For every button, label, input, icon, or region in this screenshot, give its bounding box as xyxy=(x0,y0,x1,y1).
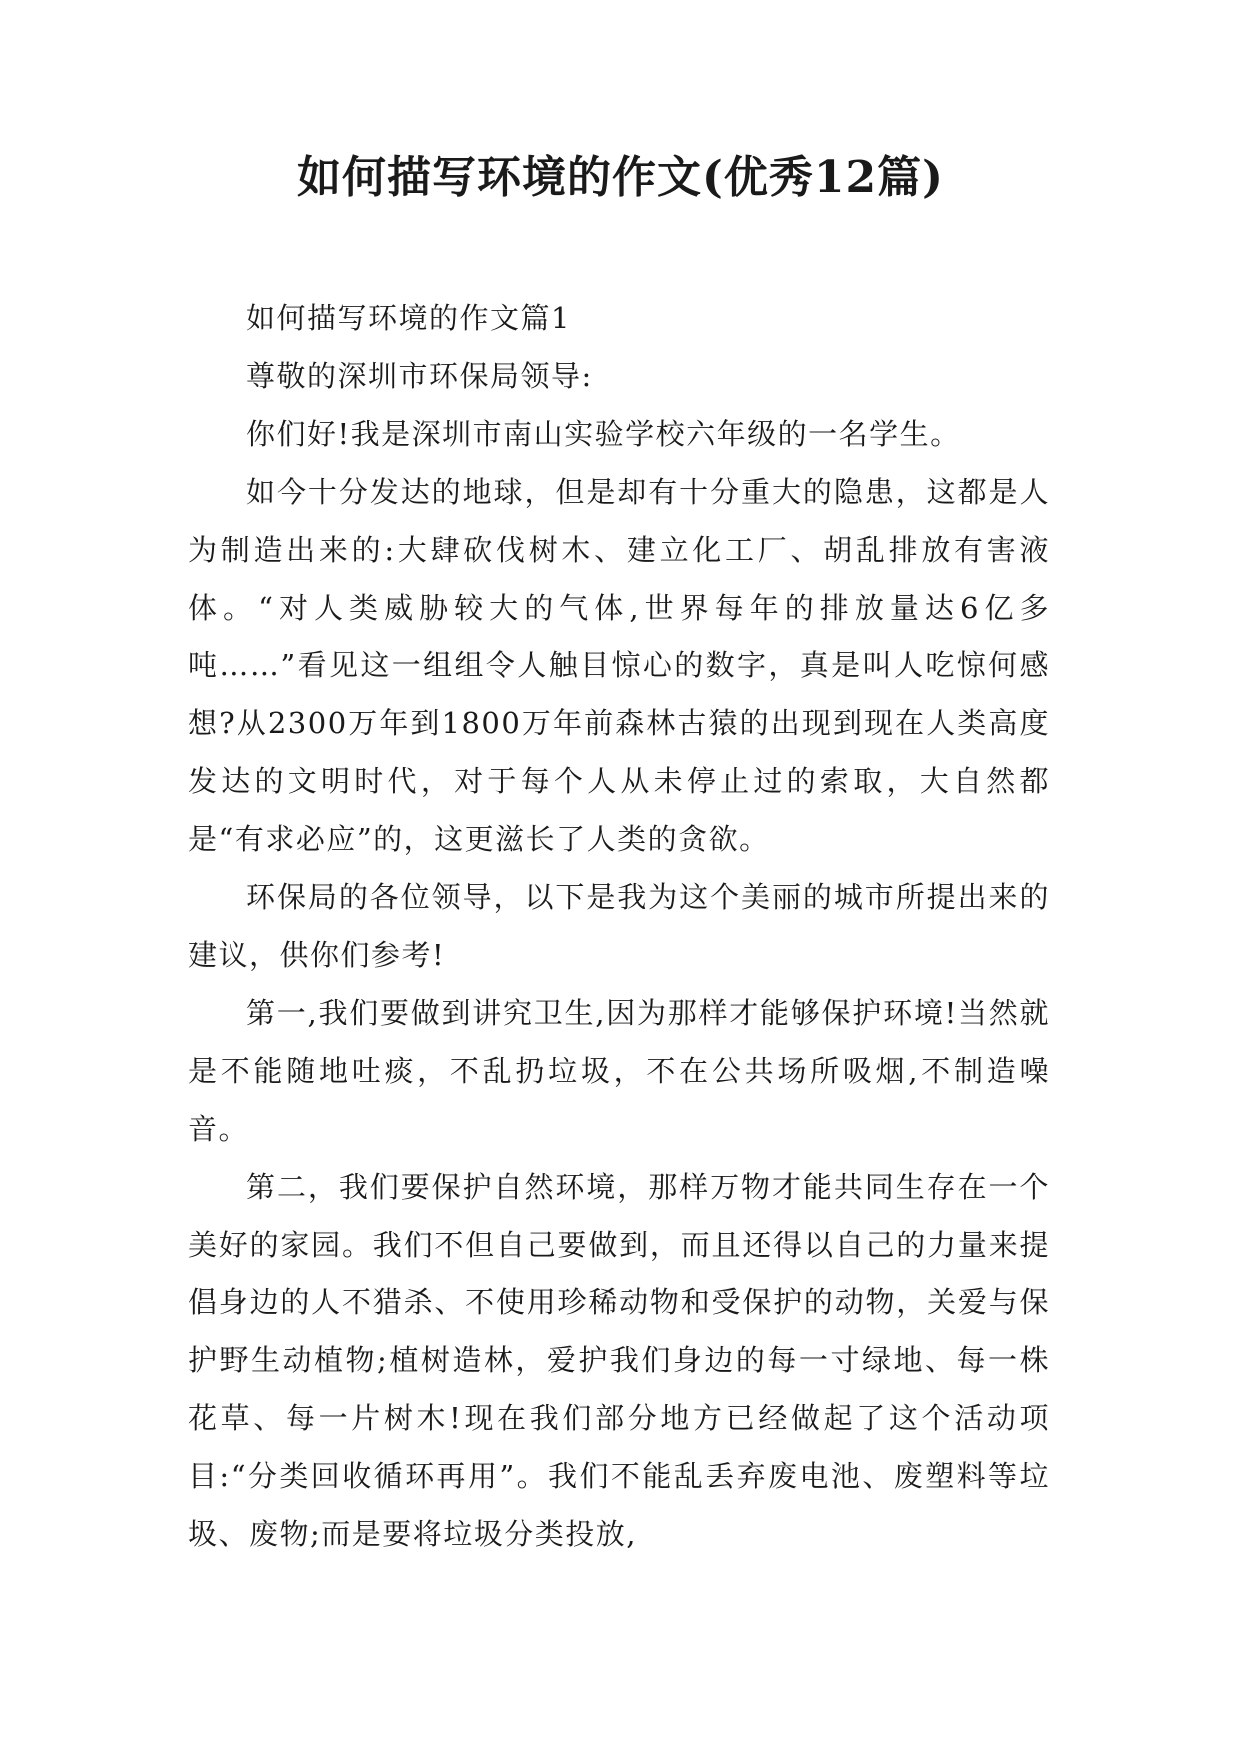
document-title: 如何描写环境的作文(优秀12篇) xyxy=(297,152,944,203)
salutation: 尊敬的深圳市环保局领导: xyxy=(246,358,593,393)
document-body xyxy=(188,290,1050,1564)
body-paragraph: 如今十分发达的地球，但是却有十分重大的隐患，这都是人为制造出来的:大肆砍伐树木、建立化工厂、胡乱排放有害液体。“对人类威胁较大的气体,世界每年的排放量达6亿多吨……”看见这一组组令人触目惊心的数字，真是叫人吃惊何感想?从2300万年到1800万年前森林古猿的出现到现在人类高度发达的文明时代，对于每个人从未停止过的索取，大自然都是“有求必应”的，这更滋长了人类的贪欲。 xyxy=(188,474,1050,857)
body-paragraph: 第一,我们要做到讲究卫生,因为那样才能够保护环境!当然就是不能随地吐痰，不乱扔垃圾，不在公共场所吸烟,不制造噪音。 xyxy=(188,995,1050,1146)
greeting-paragraph: 你们好!我是深圳市南山实验学校六年级的一名学生。 xyxy=(246,416,961,451)
body-paragraph: 环保局的各位领导，以下是我为这个美丽的城市所提出来的建议，供你们参考! xyxy=(188,880,1050,972)
body-paragraph: 第二，我们要保护自然环境，那样万物才能共同生存在一个美好的家园。我们不但自己要做到，而且还得以自己的力量来提倡身边的人不猎杀、不使用珍稀动物和受保护的动物，关爱与保护野生动植物;植树造林，爱护我们身边的每一寸绿地、每一株花草、每一片树木!现在我们部分地方已经做起了这个活动项目:“分类回收循环再用”。我们不能乱丢弃废电池、废塑料等垃圾、废物;而是要将垃圾分类投放, xyxy=(188,1169,1050,1552)
essay-heading: 如何描写环境的作文篇1 xyxy=(246,301,571,335)
